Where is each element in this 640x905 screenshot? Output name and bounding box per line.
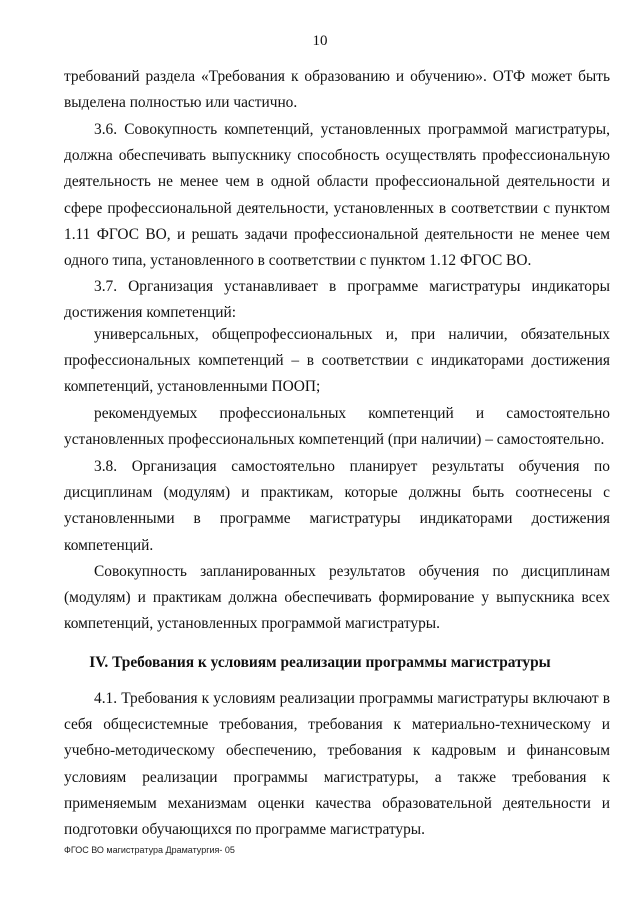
paragraph-universal-competencies: универсальных, общепрофессиональных и, при наличии, обязательных профессиональных компетенций – в соответствии с индикаторами достижения компетенций, установленными ПООП;	[64, 326, 610, 396]
page-number: 10	[312, 33, 328, 49]
paragraph-continuation: требований раздела «Требования к образованию и обучению». ОТФ может быть выделена полностью или частично.	[64, 68, 610, 112]
paragraph-3-6: 3.6. Совокупность компетенций, установленных программой магистратуры, должна обеспечивать выпускнику способность осуществлять профессиональную деятельность не менее чем в одной области профессиональной деятельности и сфере профессиональной деятельности, установленных в соответствии с пунктом 1.11 ФГОС ВО, и решать задачи профессиональной деятельности не менее чем одного типа, установленного в соответствии с пунктом 1.12 ФГОС ВО.	[64, 121, 610, 270]
paragraph-planned-results: Совокупность запланированных результатов обучения по дисциплинам (модулям) и практикам должна обеспечивать формирование у выпускника всех компетенций, установленных программой магистратуры.	[64, 563, 610, 633]
paragraph-recommended-competencies: рекомендуемых профессиональных компетенций и самостоятельно установленных профессиональных компетенций (при наличии) – самостоятельно.	[64, 405, 610, 449]
paragraph-4-1: 4.1. Требования к условиям реализации программы магистратуры включают в себя общесистемные требования, требования к материально-техническому и учебно-методическому обеспечению, требования к кадровым и финансовым условиям реализации программы магистратуры, а также требования к применяемым механизмам оценки качества образовательной деятельности и подготовки обучающихся по программе магистратуры.	[64, 690, 610, 839]
section-heading: IV. Требования к условиям реализации программы магистратуры	[89, 654, 551, 671]
page-footer: ФГОС ВО магистратура Драматургия- 05	[64, 845, 235, 855]
paragraph-3-7: 3.7. Организация устанавливает в программе магистратуры индикаторы достижения компетенций:	[64, 278, 610, 322]
paragraph-3-8: 3.8. Организация самостоятельно планирует результаты обучения по дисциплинам (модулям) и практикам, которые должны быть соотнесены с установленными в программе магистратуры индикаторами достижения компетенций.	[64, 458, 610, 554]
